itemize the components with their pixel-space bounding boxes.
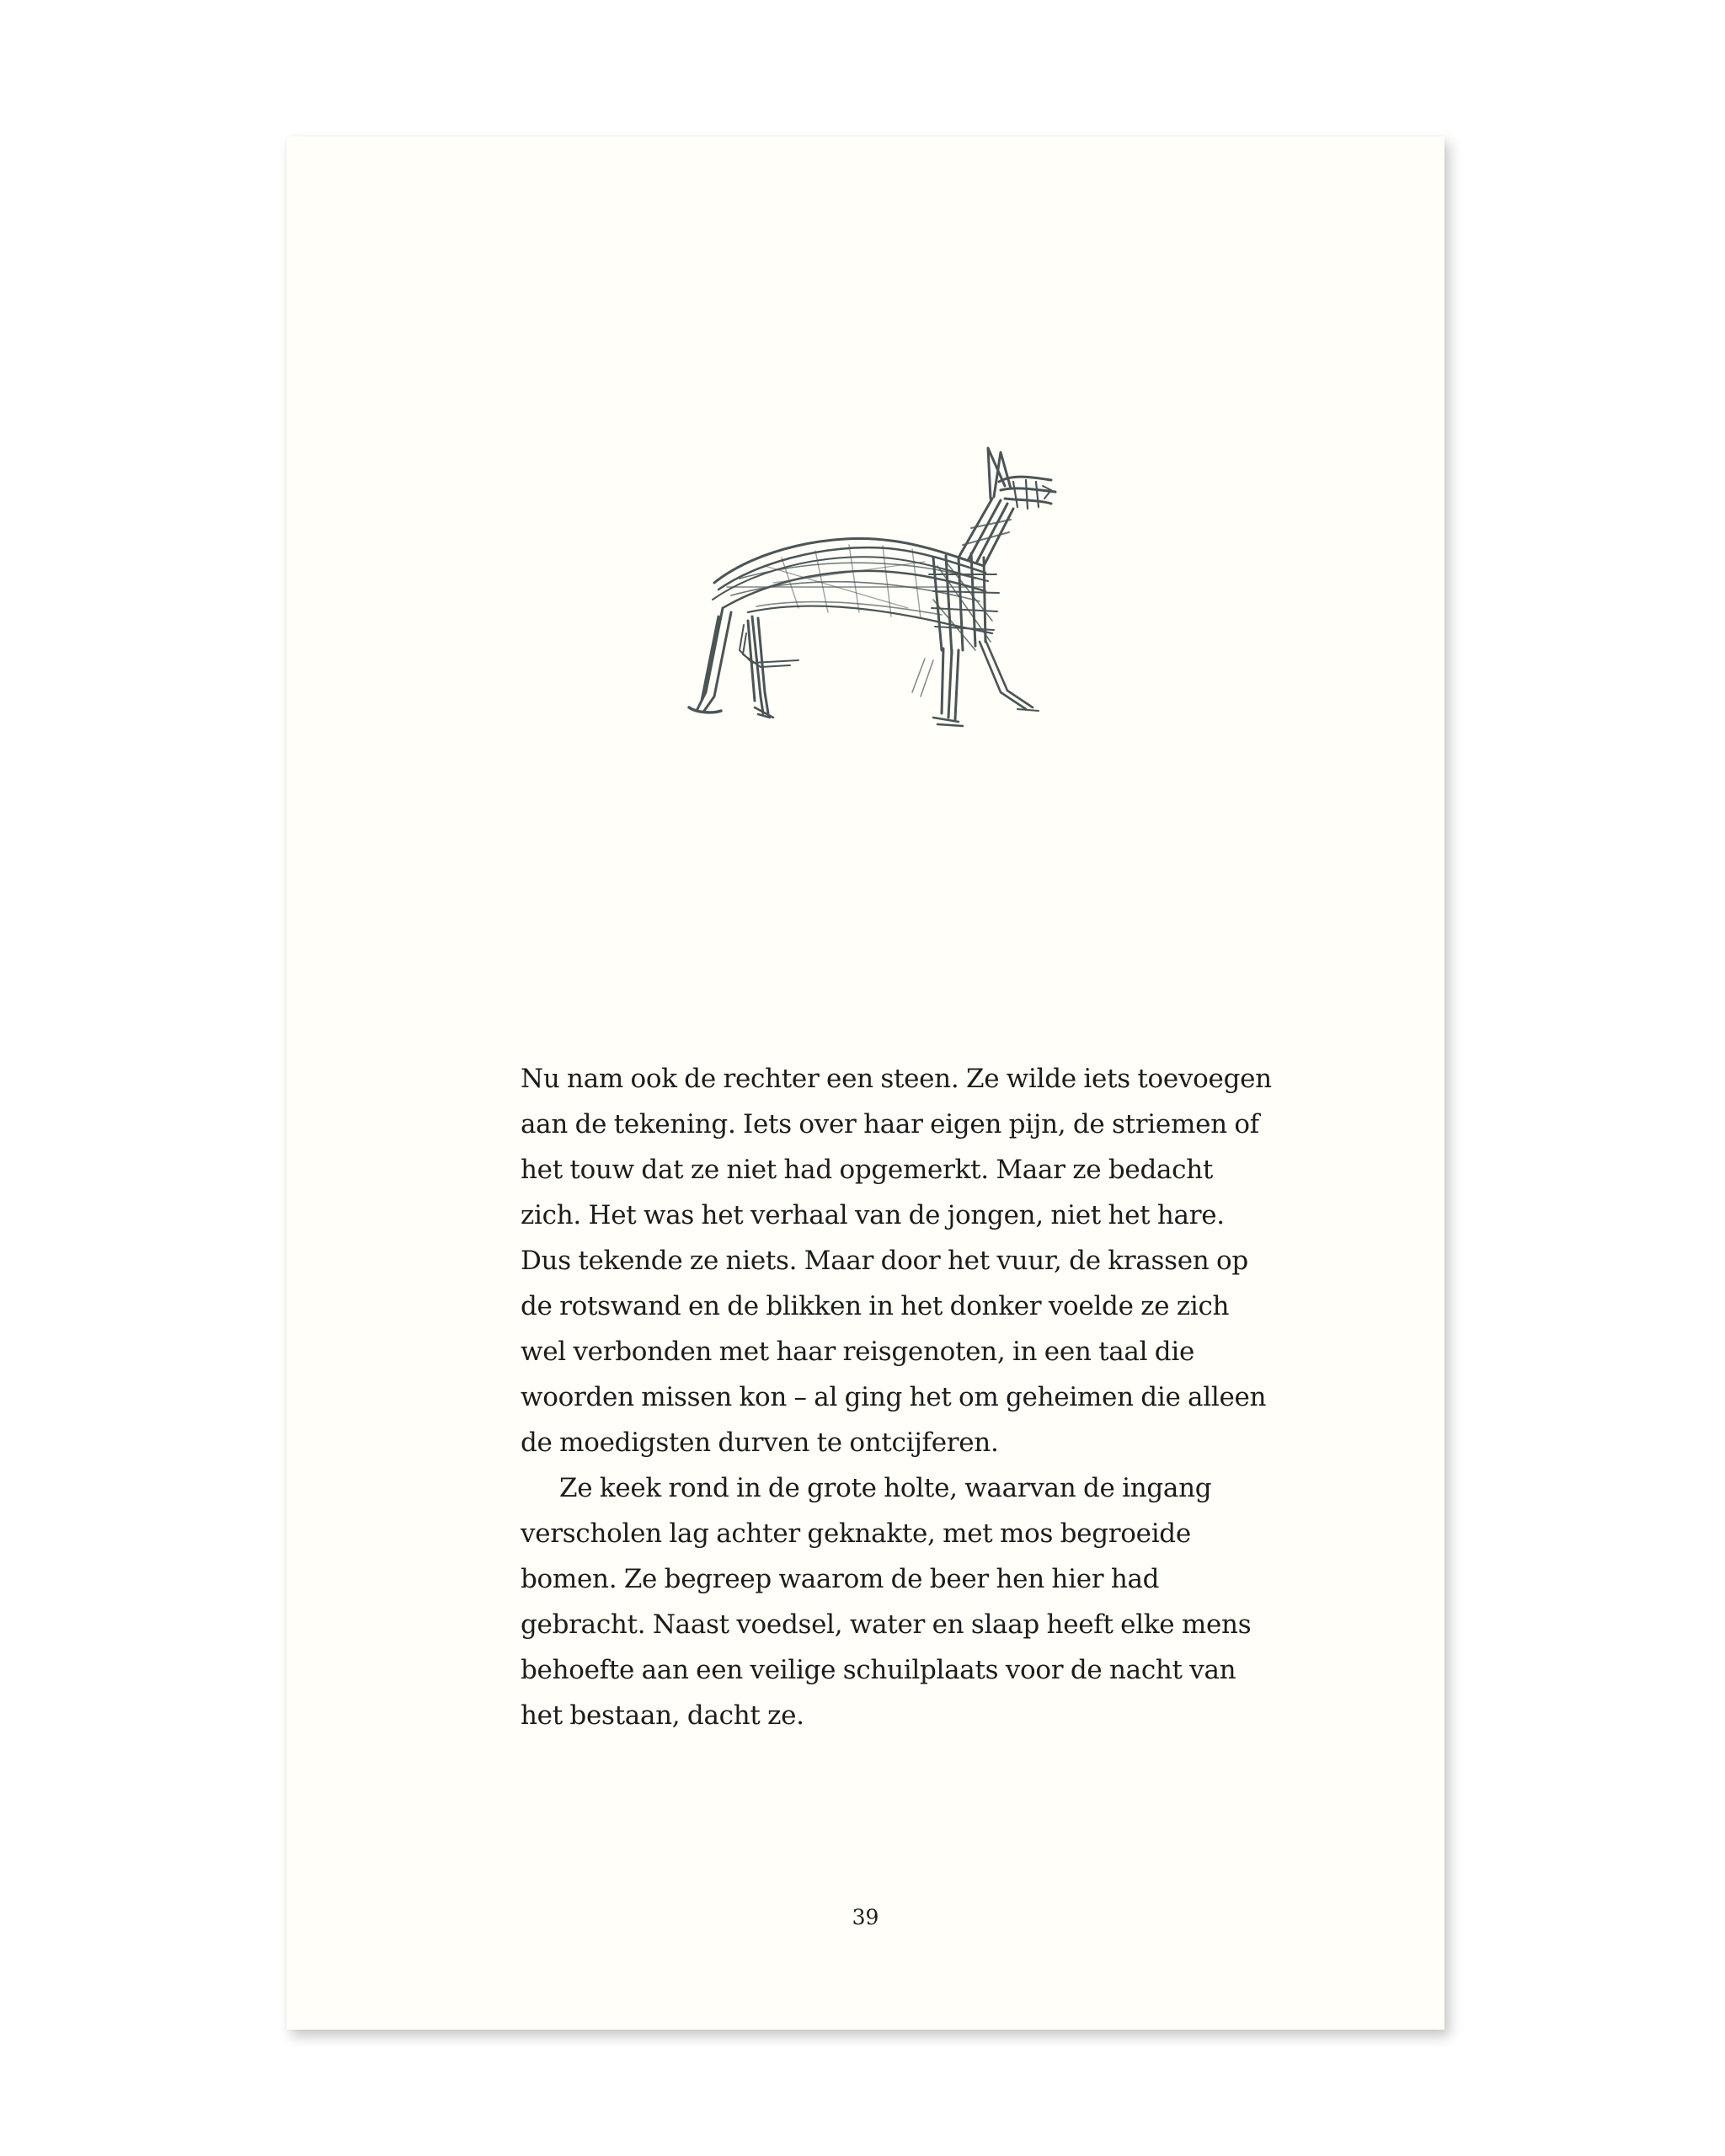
body-text [521, 1056, 1279, 1738]
paragraph-2: Ze keek rond in de grote holte, waarvan de ingang verscholen lag achter geknakte, met mos begroeide bomen. Ze begreep waarom de beer hen hier had gebracht. Naast voedsel, water en slaap heeft elke mens behoefte aan een veilige schuilplaats voor de nacht van het bestaan, dacht ze. [521, 1473, 1252, 1731]
book-page [286, 136, 1445, 2030]
page-number: 39 [852, 1905, 879, 1929]
sketched-dog-icon [681, 440, 1119, 743]
paragraph-1: Nu nam ook de rechter een steen. Ze wilde iets toevoegen aan de tekening. Iets over haar eigen pijn, de striemen of het touw dat ze niet had opgemerkt. Maar ze bedacht zich. Het was het verhaal van de jongen, niet het hare. Dus tekende ze niets. Maar door het vuur, de krassen op de rotswand en de blikken in het donker voelde ze zich wel verbonden met haar reisgenoten, in een taal die woorden missen kon – al ging het om geheimen die alleen de moedigsten durven te ontcijferen. [521, 1064, 1272, 1458]
